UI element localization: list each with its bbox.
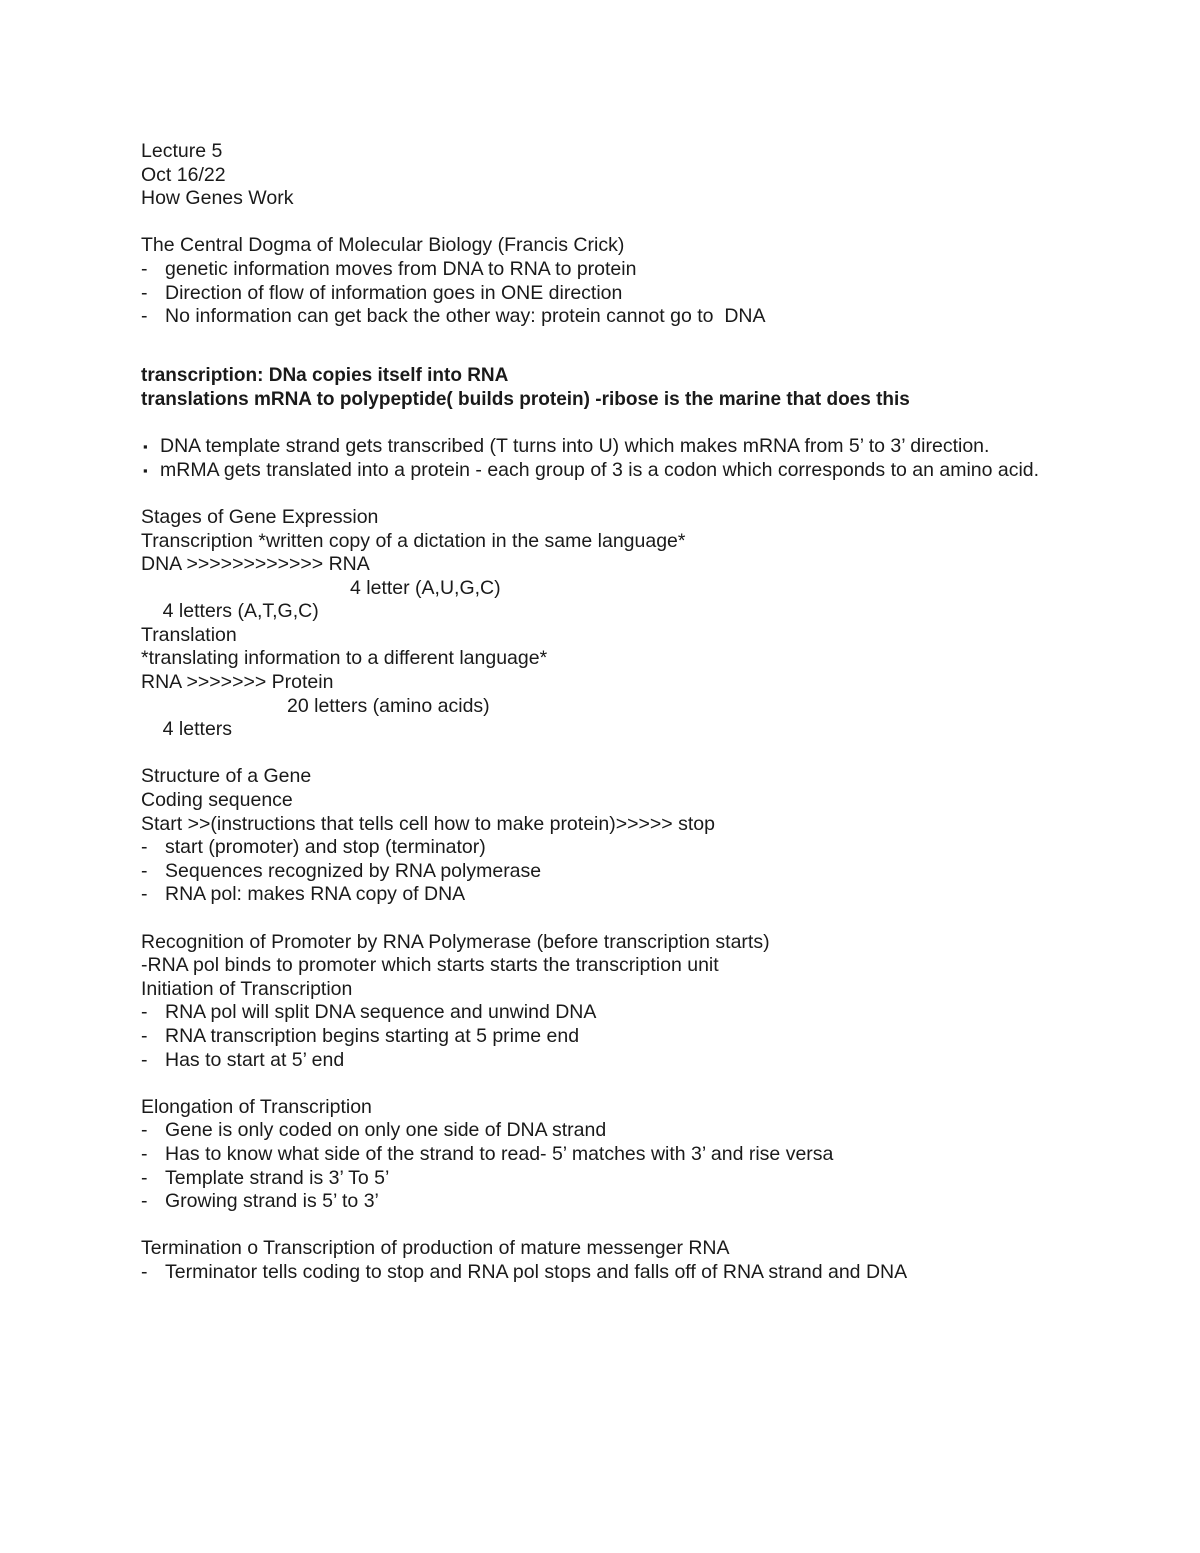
list-item: - Growing strand is 5’ to 3’ (141, 1190, 379, 1213)
dash-marker: - (141, 1048, 148, 1071)
list-item: ▪ mRMA gets translated into a protein - each group of 3 is a codon which corresponds to an amino acid. (143, 458, 1040, 481)
list-item: - RNA pol will split DNA sequence and unwind DNA (141, 1001, 597, 1024)
list-item: - RNA pol: makes RNA copy of DNA (141, 883, 466, 906)
dash-marker: - (141, 1001, 148, 1024)
dash-marker: - (141, 1190, 148, 1213)
rna-letters: 4 letter (A,U,G,C) (350, 576, 501, 599)
lecture-date: Oct 16/22 (141, 163, 226, 186)
dash-marker: - (141, 281, 148, 304)
list-item: - RNA transcription begins starting at 5 prime end (141, 1024, 580, 1047)
dash-marker: - (141, 859, 148, 882)
dash-marker: - (141, 257, 148, 280)
bullet-marker: ▪ (143, 462, 148, 478)
lecture-topic: How Genes Work (141, 187, 294, 210)
document-page (141, 140, 1081, 1285)
gene-structure-heading: Structure of a Gene (141, 765, 312, 788)
bullet-marker: ▪ (143, 439, 148, 455)
dash-marker: - (141, 836, 148, 859)
dash-marker: - (141, 1119, 148, 1142)
list-item: - Gene is only coded on only one side of DNA strand (141, 1119, 607, 1142)
list-item: - Template strand is 3’ To 5’ (141, 1166, 390, 1189)
list-item: - Terminator tells coding to stop and RNA pol stops and falls off of RNA strand and DNA (141, 1260, 908, 1283)
dash-marker: - (141, 1166, 148, 1189)
list-item: - No information can get back the other way: protein cannot go to DNA (141, 305, 766, 328)
translation-description: *translating information to a different language* (141, 647, 548, 670)
rna-to-protein-line: RNA >>>>>>> Protein (141, 671, 334, 694)
start-stop-line: Start >>(instructions that tells cell how to make protein)>>>>> stop (141, 812, 715, 835)
recognition-line: -RNA pol binds to promoter which starts starts the transcription unit (141, 954, 719, 977)
dash-marker: - (141, 305, 148, 328)
dna-letters: 4 letters (A,T,G,C) (162, 600, 319, 623)
translation-definition: translations mRNA to polypeptide( builds protein) -ribose is the marine that does this (141, 388, 910, 410)
rna-letter-count: 4 letters (162, 718, 233, 741)
dna-to-rna-line: DNA >>>>>>>>>>>> RNA (141, 553, 370, 576)
list-item: - Sequences recognized by RNA polymerase (141, 859, 542, 882)
initiation-heading: Initiation of Transcription (141, 977, 353, 1000)
protein-letters-row (141, 694, 1081, 741)
protein-letter-count: 20 letters (amino acids) (287, 694, 490, 717)
list-item: ▪ DNA template strand gets transcribed (T turns into U) which makes mRNA from 5’ to 3’ direction. (143, 435, 990, 458)
dna-letters-row (141, 576, 1081, 623)
elongation-heading: Elongation of Transcription (141, 1095, 372, 1118)
list-item: - Has to start at 5’ end (141, 1048, 345, 1071)
transcription-line: Transcription *written copy of a dictation in the same language* (141, 529, 686, 552)
dash-marker: - (141, 1260, 148, 1283)
dash-marker: - (141, 1024, 148, 1047)
termination-heading: Termination o Transcription of production of mature messenger RNA (141, 1237, 730, 1260)
translation-heading: Translation (141, 623, 237, 646)
central-dogma-heading: The Central Dogma of Molecular Biology (Francis Crick) (141, 234, 625, 257)
lecture-number: Lecture 5 (141, 140, 223, 162)
list-item: - genetic information moves from DNA to RNA to protein (141, 257, 637, 280)
transcription-definition: transcription: DNa copies itself into RNA (141, 365, 509, 387)
stages-heading: Stages of Gene Expression (141, 505, 379, 528)
recognition-heading: Recognition of Promoter by RNA Polymerase (before transcription starts) (141, 930, 770, 953)
list-item: - Direction of flow of information goes in ONE direction (141, 281, 623, 304)
dash-marker: - (141, 1142, 148, 1165)
dash-marker: - (141, 883, 148, 906)
coding-sequence-label: Coding sequence (141, 789, 293, 812)
list-item: - start (promoter) and stop (terminator) (141, 836, 486, 859)
list-item: - Has to know what side of the strand to read- 5’ matches with 3’ and rise versa (141, 1142, 834, 1165)
